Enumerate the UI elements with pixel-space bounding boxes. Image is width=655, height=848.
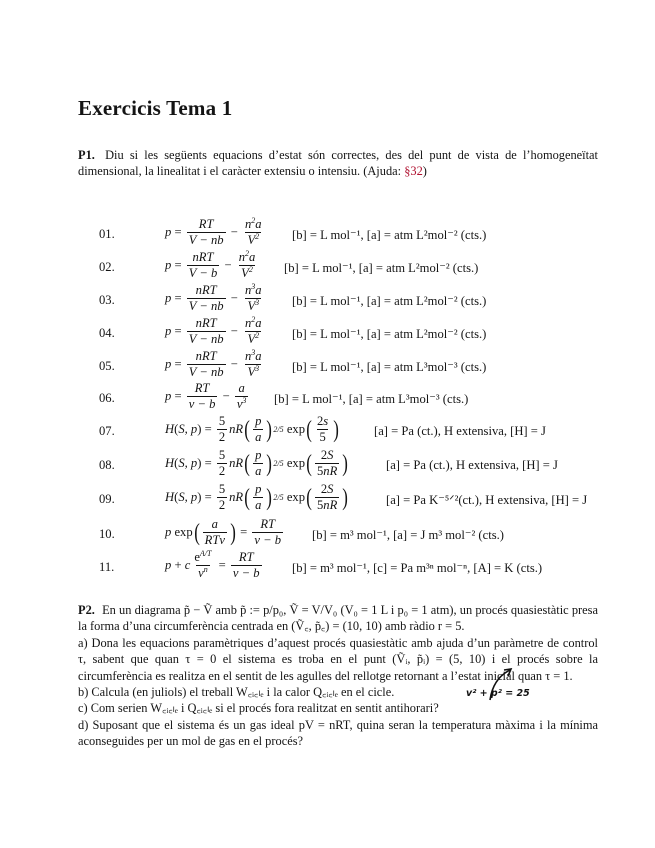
equation-number: 02. xyxy=(99,260,115,274)
help-link[interactable]: §32 xyxy=(404,164,423,179)
equation-number: 05. xyxy=(99,359,115,373)
problem-1-text: Diu si les següents equacions d’estat són correctes, des del punt de vista de l’homogeneïtat dimensional, la linealitat i el caràcter extensiu o intensiu. (Ajuda: xyxy=(78,148,598,179)
equation-number: 04. xyxy=(99,326,115,340)
equation-condition: [b] = m³ mol⁻¹, [a] = J m³ mol⁻² (cts.) xyxy=(312,528,504,542)
equation-number: 03. xyxy=(99,293,115,307)
problem-2-intro: En un diagrama p̃ − Ṽ amb p̃ := p/p₀, Ṽ = V/V₀ (V₀ = 1 L i p₀ = 1 atm), un procés quasiestàtic presa la forma d’una circumferència centrada en (Ṽ꜀, p̃꜀) = (10, 10) amb ràdio r = 5. xyxy=(78,603,598,634)
equation-formula: p exp ( $\frac{a}{\text{RTv}}$ ) = $\frac{RT}{v - b}$ xyxy=(165,517,282,547)
equation-formula: p = $\frac{\text{nRT}}{V - b}$ − $\frac{n^2a}{V^2}$ xyxy=(165,248,256,280)
equation-number: 07. xyxy=(99,424,115,438)
problem-2-part-c: c) Com serien W꜀ᵢ꜀ₗₑ i Q꜀ᵢ꜀ₗₑ si el procés fora realitzat en sentit antihorari? xyxy=(78,701,439,716)
problem-2-label: P2. xyxy=(78,603,95,617)
handwritten-note: v² + p² = 25 xyxy=(466,688,530,699)
equation-condition: [b] = L mol⁻¹, [a] = atm L²mol⁻² (cts.) xyxy=(292,228,487,242)
equation-number: 06. xyxy=(99,391,115,405)
problem-2-part-b: b) Calcula (en juliols) el treball W꜀ᵢ꜀ₗₑ i la calor Q꜀ᵢ꜀ₗₑ en el cicle. xyxy=(78,685,395,700)
equation-condition: [a] = Pa (ct.), H extensiva, [H] = J xyxy=(374,424,546,438)
equation-number: 09. xyxy=(99,492,115,506)
problem-1-label: P1. xyxy=(78,148,95,162)
equation-formula: p = $\frac{RT}{V - nb}$ − $\frac{n^2a}{V^2}$ xyxy=(165,215,262,247)
problem-1-close: ) xyxy=(422,164,427,179)
equation-condition: [b] = L mol⁻¹, [a] = atm L²mol⁻² (cts.) xyxy=(292,327,487,341)
equation-formula: p = $\frac{\text{nRT}}{V - nb}$ − $\frac{n^2a}{V^2}$ xyxy=(165,314,262,346)
equation-condition: [a] = Pa K⁻⁵ᐟ²(ct.), H extensiva, [H] = J xyxy=(386,493,588,507)
problem-2-part-a: a) Dona les equacions paramètriques d’aquest procés quasiestàtic amb ajuda d’un paràmetre de control τ, sabent que quan τ = 0 el sistema es troba en el punt (Ṽᵢ, p̃ᵢ) = (5, 10) i el procés sobre la circumferència es realitza en el sentit de les agulles del rellotge retornant a l’estat inicial quan τ = 1. xyxy=(78,635,598,683)
equation-formula: p = $\frac{\text{nRT}}{V - nb}$ − $\frac{n^3a}{V^3}$ xyxy=(165,347,262,379)
equation-formula: p = $\frac{RT}{v - b}$ − $\frac{a}{v^3}$ xyxy=(165,381,247,411)
equation-condition: [b] = L mol⁻¹, [a] = atm L²mol⁻² (cts.) xyxy=(284,261,479,275)
equation-number: 08. xyxy=(99,458,115,472)
page-title: Exercicis Tema 1 xyxy=(78,96,233,120)
problem-1-statement xyxy=(78,147,598,180)
equation-condition: [b] = L mol⁻¹, [a] = atm L³mol⁻³ (cts.) xyxy=(292,360,487,374)
handwritten-annotation xyxy=(458,666,538,710)
equation-number: 11. xyxy=(99,560,115,574)
equation-formula: H ( S, p ) = $\frac{5}{2}$ nR ( $\frac{p}{a}$ ) 2/5 exp ( $\frac{2s}{5}$ ) xyxy=(165,414,340,444)
equation-condition: [b] = m³ mol⁻¹, [c] = Pa m³ⁿ mol⁻ⁿ, [A] = K (cts.) xyxy=(292,561,543,575)
equation-number: 01. xyxy=(99,227,115,241)
equation-formula: p = $\frac{\text{nRT}}{V - nb}$ − $\frac{n^3a}{V^3}$ xyxy=(165,281,262,313)
equation-formula: H ( S, p ) = $\frac{5}{2}$ nR ( $\frac{p}{a}$ ) 2/5 exp ( $\frac{2S}{5nR}$ ) xyxy=(165,448,349,478)
equation-condition: [b] = L mol⁻¹, [a] = atm L²mol⁻² (cts.) xyxy=(292,294,487,308)
equation-condition: [a] = Pa (ct.), H extensiva, [H] = J xyxy=(386,458,558,472)
problem-2-part-d: d) Suposant que el sistema és un gas ideal pV = nRT, quina seran la temperatura màxima i la mínima aconseguides per un mol de gas en el procés? xyxy=(78,717,598,749)
equation-number: 10. xyxy=(99,527,115,541)
equation-formula: p + c $\frac{e^{A/T}}{v^n}$ = $\frac{RT}{v - b}$ xyxy=(165,548,260,580)
equation-condition: [b] = L mol⁻¹, [a] = atm L³mol⁻³ (cts.) xyxy=(274,392,469,406)
equation-formula: H ( S, p ) = $\frac{5}{2}$ nR ( $\frac{p}{a}$ ) 2/5 exp ( $\frac{2S}{5nR}$ ) xyxy=(165,482,349,512)
